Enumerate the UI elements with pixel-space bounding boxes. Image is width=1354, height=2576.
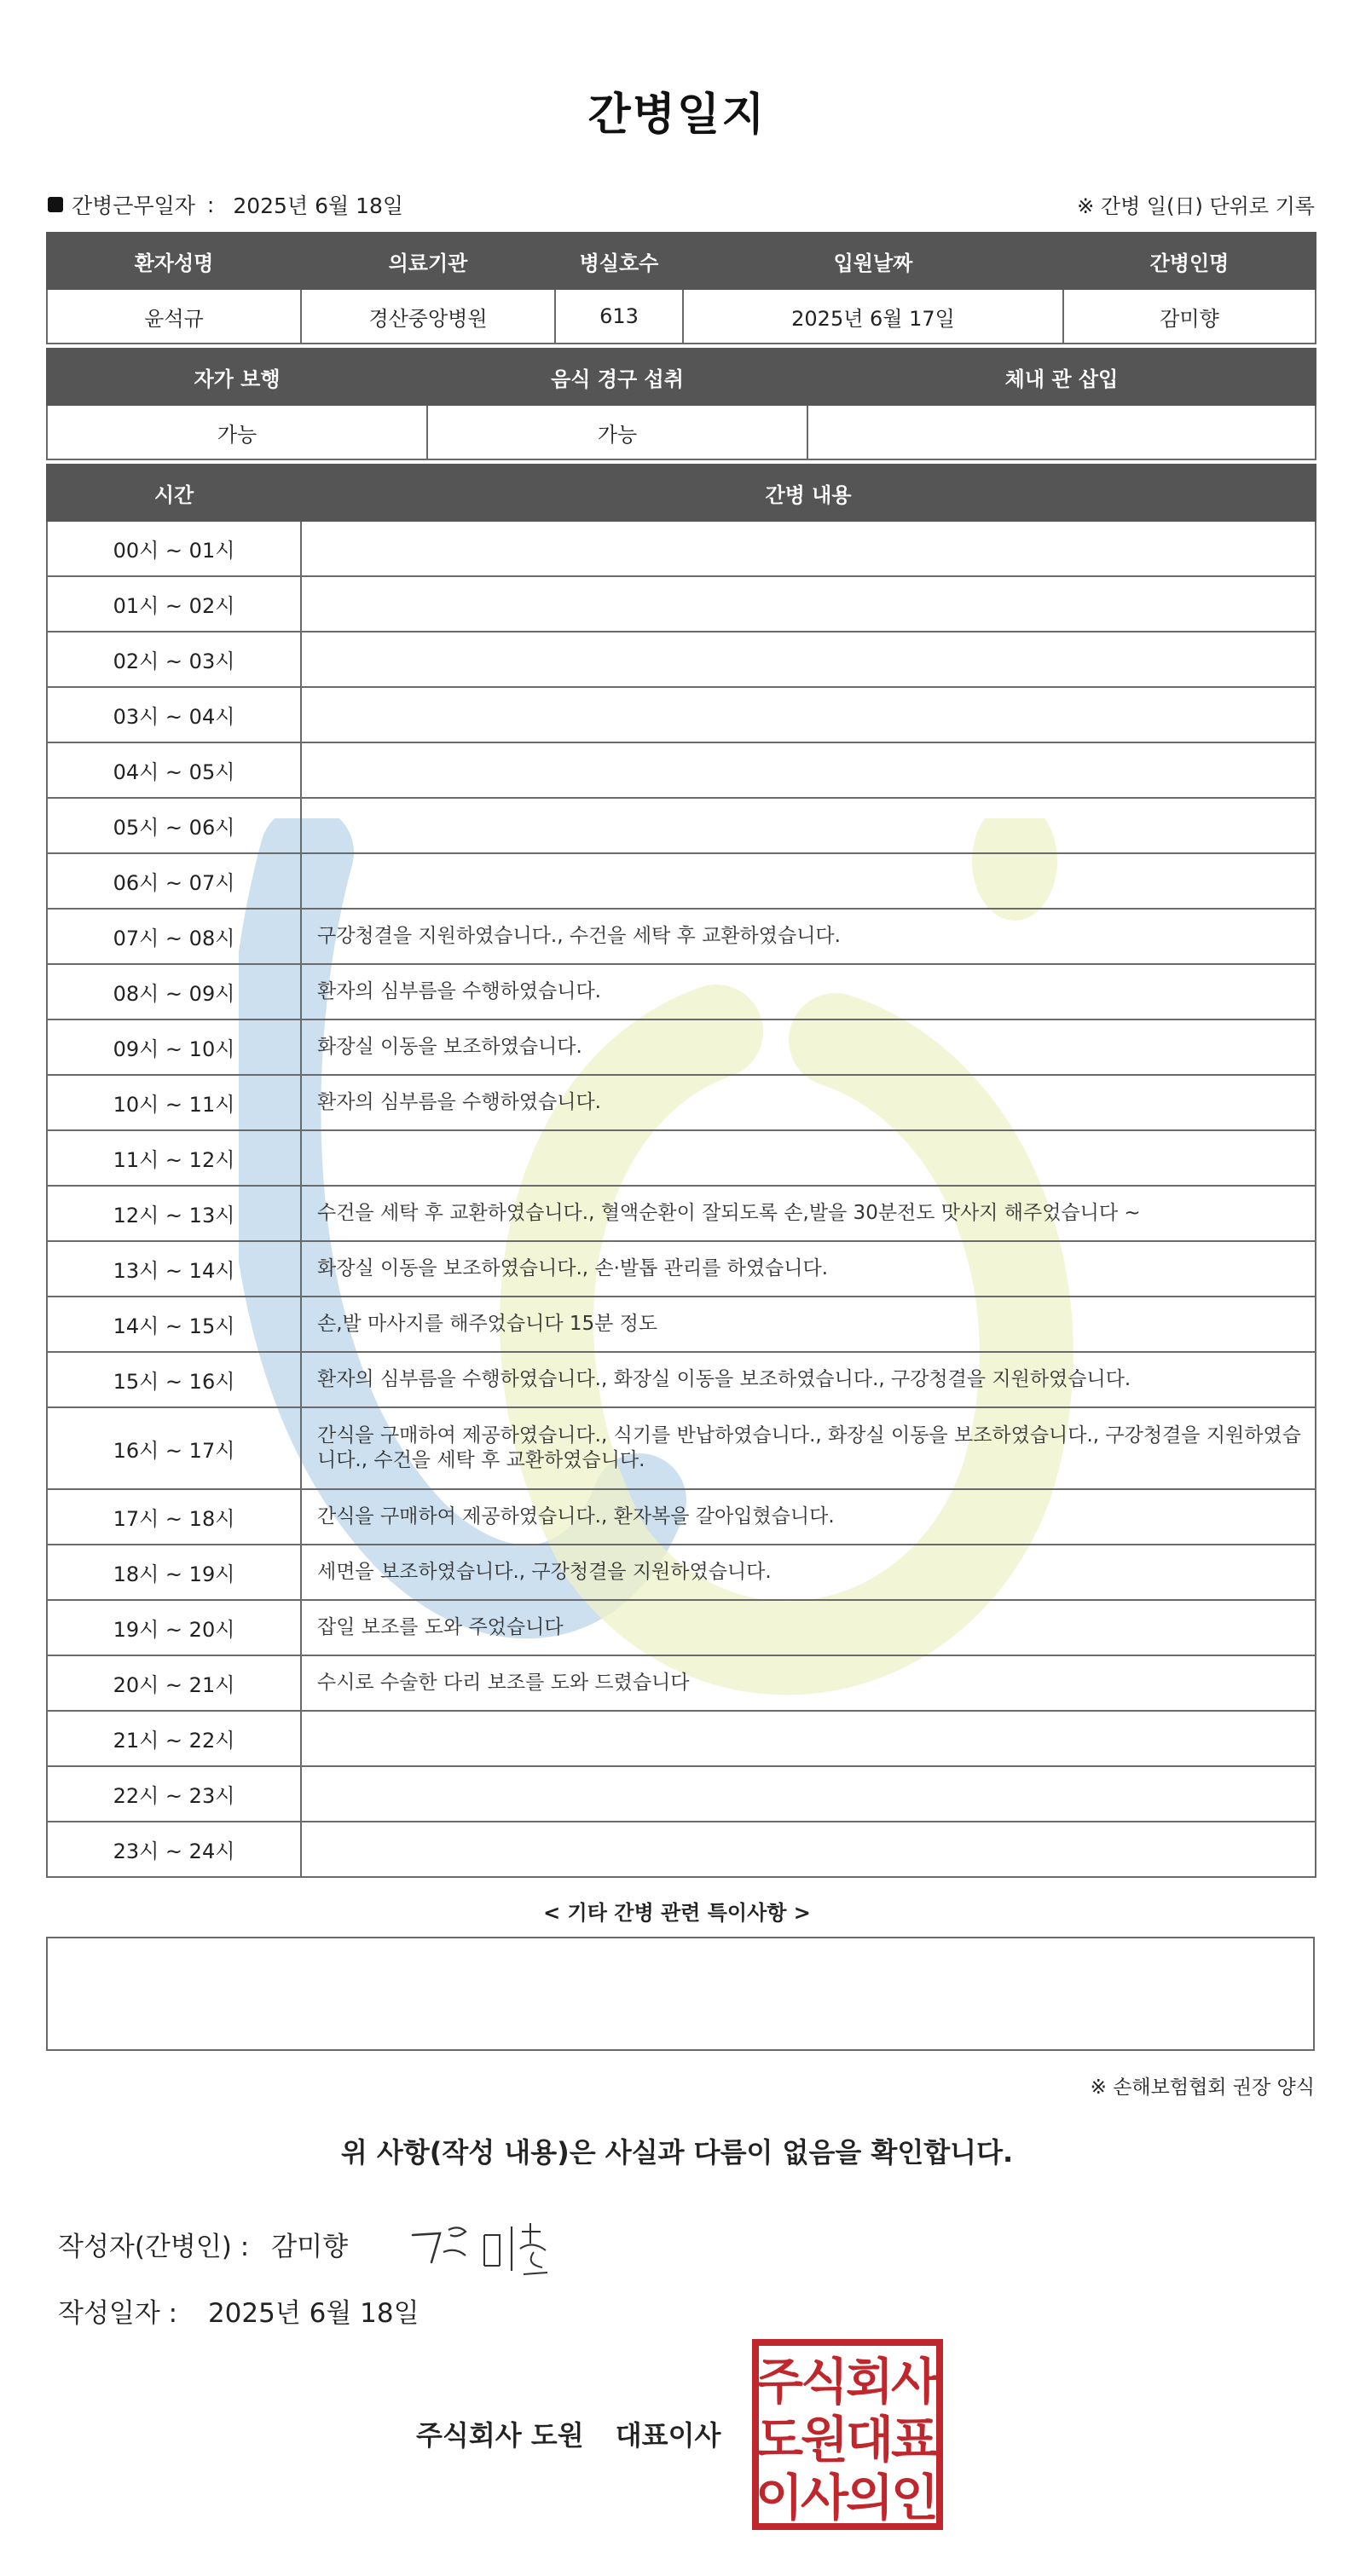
seal-character: 이 [755,2469,804,2527]
work-date-label: 간병근무일자 [72,193,195,218]
writer-line [58,2225,348,2263]
care-log-row [47,1075,1316,1130]
written-date-value: 2025년 6월 18일 [207,2298,420,2329]
care-log-content [301,687,1316,742]
care-log-content [301,798,1316,853]
company-name: 주식회사 도원 [416,2419,584,2452]
seal-character: 원 [800,2411,849,2469]
header-oral-intake: 음식 경구 섭취 [427,349,807,405]
care-log-row [47,1407,1316,1489]
caregiver-name-value: 감미향 [1063,289,1316,344]
header-tube-insertion: 체내 관 삽입 [807,349,1316,405]
patient-status-value-row [47,405,1316,459]
care-log-row [47,1352,1316,1407]
care-log-time: 08시 ~ 09시 [47,964,301,1019]
written-date-line [58,2291,420,2330]
patient-info-table [46,232,1316,344]
header-care-content: 간병 내용 [301,465,1316,521]
notes-box [46,1937,1315,2051]
header-admission-date: 입원날짜 [683,233,1063,289]
care-log-row [47,1241,1316,1297]
care-log-time: 13시 ~ 14시 [47,1241,301,1297]
confirmation-statement: 위 사항(작성 내용)은 사실과 다름이 없음을 확인합니다. [340,2136,1014,2169]
care-log-time: 15시 ~ 16시 [47,1352,301,1407]
care-log-content: 수건을 세탁 후 교환하였습니다., 혈액순환이 잘되도록 손,발을 30분전도 맛사지 해주었습니다 ~ [301,1186,1316,1241]
care-log-row [47,853,1316,909]
care-log-time: 18시 ~ 19시 [47,1545,301,1600]
care-log-time: 16시 ~ 17시 [47,1407,301,1489]
care-log-time: 20시 ~ 21시 [47,1655,301,1711]
care-log-content: 환자의 심부름을 수행하였습니다. [301,964,1316,1019]
care-log-row [47,909,1316,964]
care-log-row [47,1186,1316,1241]
care-log-content: 환자의 심부름을 수행하였습니다. [301,1075,1316,1130]
care-log-row [47,742,1316,798]
care-log-time: 01시 ~ 02시 [47,576,301,632]
header-time: 시간 [47,465,301,521]
header-caregiver-name: 간병인명 [1063,233,1316,289]
care-log-time: 21시 ~ 22시 [47,1711,301,1766]
patient-name-value: 윤석규 [47,289,301,344]
company-signature-line [416,2414,720,2453]
header-room-number: 병실호수 [555,233,683,289]
care-log-content [301,1711,1316,1766]
care-log-time: 11시 ~ 12시 [47,1130,301,1186]
form-source-note: ※ 손해보험협회 권장 양식 [1090,2076,1315,2099]
care-log-content: 간식을 구매하여 제공하였습니다., 식기를 반납하였습니다., 화장실 이동을 보조하였습니다., 구강청결을 지원하였습니다., 수건을 세탁 후 교환하였습니다. [301,1407,1316,1489]
seal-character: 사 [800,2469,849,2527]
bullet-square-icon [48,197,63,212]
care-log-content [301,576,1316,632]
care-log-time: 23시 ~ 24시 [47,1822,301,1877]
company-role: 대표이사 [615,2419,721,2452]
seal-character: 도 [755,2411,804,2469]
care-log-content [301,1130,1316,1186]
header-self-walking: 자가 보행 [47,349,427,405]
oral-intake-value: 가능 [427,405,807,459]
care-log-row [47,687,1316,742]
care-log-content [301,853,1316,909]
care-log-content [301,1822,1316,1877]
care-log-content: 구강청결을 지원하였습니다., 수건을 세탁 후 교환하였습니다. [301,909,1316,964]
care-log-content: 수시로 수술한 다리 보조를 도와 드렸습니다 [301,1655,1316,1711]
seal-character: 주 [755,2353,804,2411]
seal-character: 대 [845,2411,894,2469]
care-log-row [47,632,1316,687]
seal-character: 표 [890,2411,940,2469]
seal-character: 사 [890,2353,940,2411]
handwritten-signature [406,2209,559,2286]
writer-label: 작성자(간병인) : [58,2232,250,2262]
care-log-header-row [47,465,1316,521]
notes-title: < 기타 간병 관련 특이사항 > [543,1901,811,1925]
seal-character: 인 [890,2469,940,2527]
care-log-content [301,742,1316,798]
care-log-content: 화장실 이동을 보조하였습니다. [301,1019,1316,1075]
care-log-time: 06시 ~ 07시 [47,853,301,909]
care-log-content: 손,발 마사지를 해주었습니다 15분 정도 [301,1297,1316,1352]
care-log-time: 09시 ~ 10시 [47,1019,301,1075]
care-log-row [47,1600,1316,1655]
care-log-row [47,1545,1316,1600]
work-date-value: 2025년 6월 18일 [233,193,404,218]
care-log-time: 12시 ~ 13시 [47,1186,301,1241]
seal-character: 의 [845,2469,894,2527]
care-log-body [47,521,1316,1877]
care-log-time: 07시 ~ 08시 [47,909,301,964]
admission-date-value: 2025년 6월 17일 [683,289,1063,344]
writer-name: 감미향 [271,2232,349,2262]
room-number-value: 613 [555,289,683,344]
care-log-time: 19시 ~ 20시 [47,1600,301,1655]
tube-insertion-value [807,405,1316,459]
hospital-value: 경산중앙병원 [301,289,555,344]
record-note: ※ 간병 일(日) 단위로 기록 [1077,194,1315,218]
care-log-row [47,1766,1316,1822]
care-log-content: 잡일 보조를 도와 주었습니다 [301,1600,1316,1655]
care-log-time: 10시 ~ 11시 [47,1075,301,1130]
care-log-time: 00시 ~ 01시 [47,521,301,576]
self-walking-value: 가능 [47,405,427,459]
care-log-row [47,1019,1316,1075]
care-log-content [301,1766,1316,1822]
care-log-time: 22시 ~ 23시 [47,1766,301,1822]
page-title: 간병일지 [587,90,767,141]
header-hospital: 의료기관 [301,233,555,289]
care-log-row [47,798,1316,853]
care-log-content: 간식을 구매하여 제공하였습니다., 환자복을 갈아입혔습니다. [301,1489,1316,1545]
written-date-label: 작성일자 : [58,2298,178,2329]
care-log-row [47,1297,1316,1352]
care-log-row [47,576,1316,632]
header-patient-name: 환자성명 [47,233,301,289]
care-log-content [301,632,1316,687]
company-seal-stamp [752,2339,943,2530]
care-log-time: 03시 ~ 04시 [47,687,301,742]
care-log-row [47,1822,1316,1877]
care-log-time: 04시 ~ 05시 [47,742,301,798]
care-log-content: 환자의 심부름을 수행하였습니다., 화장실 이동을 보조하였습니다., 구강청결을 지원하였습니다. [301,1352,1316,1407]
seal-character: 식 [800,2353,849,2411]
seal-character: 회 [845,2353,894,2411]
patient-status-header-row [47,349,1316,405]
work-date-line [48,189,403,220]
care-log-time: 05시 ~ 06시 [47,798,301,853]
care-log-content [301,521,1316,576]
care-log-time: 02시 ~ 03시 [47,632,301,687]
care-log-row [47,1130,1316,1186]
patient-info-value-row [47,289,1316,344]
patient-status-table [46,348,1316,460]
care-log-row [47,1711,1316,1766]
care-log-content: 세면을 보조하였습니다., 구강청결을 지원하였습니다. [301,1545,1316,1600]
care-log-row [47,964,1316,1019]
patient-info-header-row [47,233,1316,289]
care-log-content: 화장실 이동을 보조하였습니다., 손·발톱 관리를 하였습니다. [301,1241,1316,1297]
care-log-time: 17시 ~ 18시 [47,1489,301,1545]
work-date-separator: : [206,192,215,217]
care-log-time: 14시 ~ 15시 [47,1297,301,1352]
care-log-row [47,521,1316,576]
care-log-table [46,464,1316,1878]
care-log-row [47,1655,1316,1711]
care-log-row [47,1489,1316,1545]
